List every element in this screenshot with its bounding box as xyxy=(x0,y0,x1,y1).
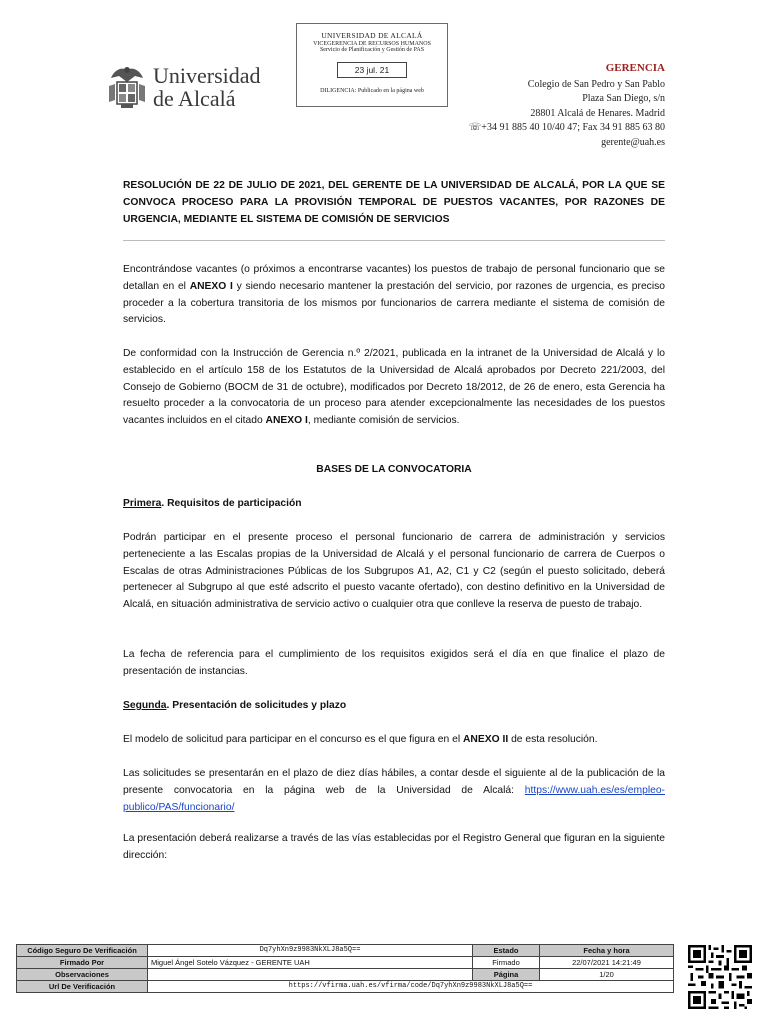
logo-wordmark xyxy=(153,64,261,110)
address-line: Plaza San Diego, s/n xyxy=(582,93,665,104)
bases-heading: BASES DE LA CONVOCATORIA xyxy=(316,464,472,475)
annex-reference: ANEXO II xyxy=(463,734,509,745)
paragraph-requirements: Podrán participar en el presente proceso el personal funcionario de carrera de administración y servicios perteneciente a las Escalas propias de la Universidad de Alcalá y el personal funcionario de carrera de Cuerpos o Escalas de otras Administraciones Públicas de los Subgrupos A1, A2, C1 y C2 (según el puesto solicitado, deberá pertenecer al Subgrupo al que esté adscrito el puesto vacante ofertado), con destino definitivo en la Universidad de Alcalá, en situación administrativa de servicio activo o cualquier otra que conlleve la reserva de puesto de trabajo. xyxy=(123,532,665,611)
document-title: RESOLUCIÓN DE 22 DE JULIO DE 2021, DEL GERENTE DE LA UNIVERSIDAD DE ALCALÁ, POR LA QUE SE CONVOCA PROCESO PARA LA PROVISIÓN TEMPORAL DE PUESTOS VACANTES, POR RAZONES DE URGENCIA, MEDIANTE EL SISTEMA DE COMISIÓN DE SERVICIOS xyxy=(123,180,665,225)
employment-link[interactable]: https://www.uah.es/es/empleo-publico/PAS/funcionario/ xyxy=(123,784,665,813)
text-run: de esta resolución. xyxy=(508,734,598,745)
section-label: Segunda xyxy=(123,700,167,711)
stamp-servicio: Servicio de Planificación y Gestión de PAS xyxy=(319,47,425,53)
phone-line: ☏+34 91 885 40 10/40 47; Fax 34 91 885 63 80 xyxy=(468,122,665,133)
address-line: 28801 Alcalá de Henares. Madrid xyxy=(530,107,665,119)
paragraph-reference-date: La fecha de referencia para el cumplimiento de los requisitos exigidos será el día en que finalice el plazo de presentación de instancias. xyxy=(123,649,665,677)
address-line: Colegio de San Pedro y San Pablo xyxy=(527,78,665,90)
pagina-label: Página xyxy=(473,969,540,981)
stamp-diligencia: DILIGENCIA: Publicado en la página web xyxy=(320,88,424,94)
stamp-date: 23 jul. 21 xyxy=(337,62,407,78)
section-heading-segunda xyxy=(123,698,665,715)
section-title: . Presentación de solicitudes y plazo xyxy=(166,700,347,711)
estado-value: Firmado xyxy=(473,957,540,969)
pagina-value: 1/20 xyxy=(540,969,674,981)
firmado-value: Miguel Ángel Sotelo Vázquez - GERENTE UAH xyxy=(148,957,473,969)
title-divider xyxy=(123,240,665,241)
paragraph-deadline xyxy=(123,766,665,816)
logo-line-2: de Alcalá xyxy=(153,86,236,111)
paragraph-legal-basis xyxy=(123,346,665,430)
fecha-value: 22/07/2021 14:21:49 xyxy=(540,957,674,969)
qr-code-icon xyxy=(688,945,752,1009)
paragraph-submission: La presentación deberá realizarse a través de las vías establecidas por el Registro General que figuran en la siguiente dirección: xyxy=(123,833,665,861)
registry-stamp xyxy=(296,23,448,107)
email-line: gerente@uah.es xyxy=(601,136,665,148)
observaciones-value xyxy=(148,969,473,981)
signature-verification-table xyxy=(16,944,674,993)
stamp-vicegerencia: VICEGERENCIA DE RECURSOS HUMANOS xyxy=(313,41,431,47)
stamp-university: UNIVERSIDAD DE ALCALÁ xyxy=(321,31,423,40)
url-label: Url De Verificación xyxy=(17,981,148,993)
logo-line-1: Universidad xyxy=(153,63,261,88)
crest-icon xyxy=(105,64,149,110)
estado-label: Estado xyxy=(473,945,540,957)
csv-label: Código Seguro De Verificación xyxy=(17,945,148,957)
section-heading-primera xyxy=(123,496,665,513)
csv-value: Dq7yhXn9z9983NkXLJ8a5Q== xyxy=(148,945,473,957)
observaciones-label: Observaciones xyxy=(17,969,148,981)
paragraph-intro xyxy=(123,262,665,329)
office-address xyxy=(469,61,665,150)
fecha-label: Fecha y hora xyxy=(540,945,674,957)
text-run: , mediante comisión de servicios. xyxy=(307,415,460,427)
section-title: . Requisitos de participación xyxy=(161,498,302,509)
firmado-label: Firmado Por xyxy=(17,957,148,969)
text-run: Encontrándose vacantes (o próximos a encontrarse vacantes) los puestos de trabajo de personal funcionario que se detallan en el xyxy=(123,264,665,292)
paragraph-application-form xyxy=(123,732,665,749)
university-logo xyxy=(105,64,275,114)
annex-reference: ANEXO I xyxy=(189,280,233,292)
text-run: El modelo de solicitud para participar en el concurso es el que figura en el xyxy=(123,734,463,745)
text-run: y siendo necesario mantener la prestación del servicio, por razones de urgencia, es preciso proceder a la cobertura transitoria de los mismos por funcionarios de carrera mediante el sistema de comisión de servicios. xyxy=(123,280,665,326)
text-run: De conformidad con la Instrucción de Gerencia n.º 2/2021, publicada en la intranet de la Universidad de Alcalá y lo establecido en el artículo 158 de los Estatutos de la Universidad de Alcalá aprobados por Decreto 221/2003, del Consejo de Gobierno (BOCM de 31 de octubre), modificados por Decreto 18/2012, de 26 de enero, esta Gerencia ha resuelto proceder a la convocatoria de un proceso para atender excepcionalmente las necesidades de los puestos vacantes incluidos en el citado xyxy=(123,348,665,427)
url-value[interactable]: https://vfirma.uah.es/vfirma/code/Dq7yhXn9z9983NkXLJ8a5Q== xyxy=(148,981,674,993)
annex-reference: ANEXO I xyxy=(265,415,308,427)
section-label: Primera xyxy=(123,498,162,509)
text-run: Las solicitudes se presentarán en el plazo de diez días hábiles, a contar desde el siguiente al de la publicación de la presente convocatoria en la página web de la Universidad de Alcalá: xyxy=(123,768,665,796)
office-title: GERENCIA xyxy=(605,62,665,74)
